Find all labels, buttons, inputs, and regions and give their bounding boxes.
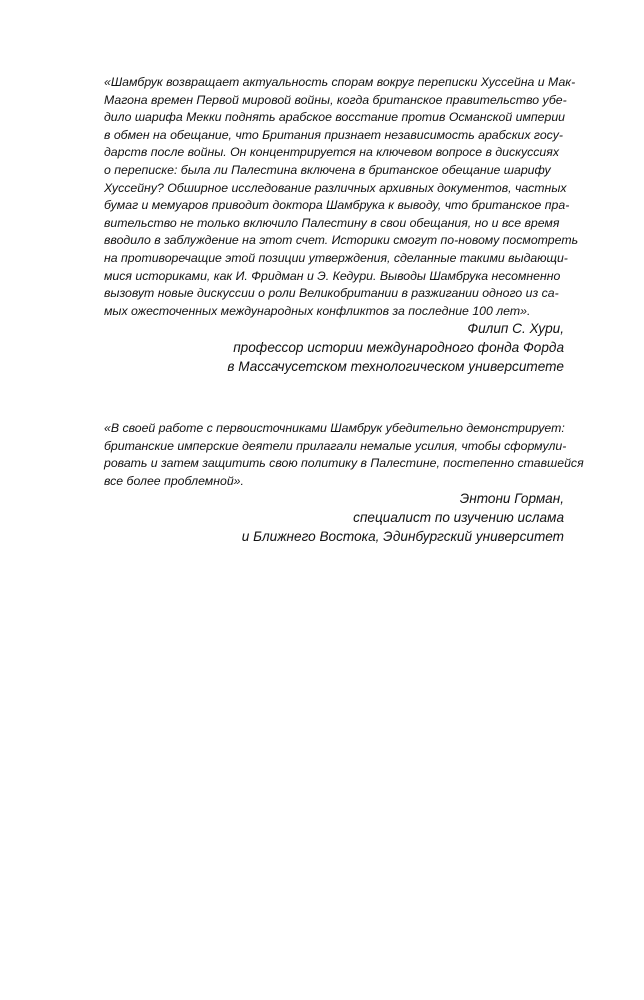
attribution-title: и Ближнего Востока, Эдинбургский университет bbox=[241, 528, 564, 544]
quote-line: вительство не только включило Палестину в свои обещания, но и все время bbox=[104, 215, 560, 230]
attribution-title: профессор истории международного фонда Форда bbox=[233, 339, 564, 355]
quote-line: «В своей работе с первоисточниками Шамбрук убедительно демонстрирует: bbox=[104, 421, 565, 435]
quote-line: дило шарифа Мекки поднять арабское восстание против Османской империи bbox=[104, 110, 566, 125]
quote-line: все более проблемной». bbox=[104, 473, 244, 488]
quote-line: ровать и затем защитить свою политику в Палестине, постепенно ставшейся bbox=[104, 456, 584, 471]
blurb-gorman bbox=[104, 420, 584, 546]
blurb-khoury bbox=[104, 74, 579, 376]
quote-line: в обмен на обещание, что Британия признает независимость арабских госу- bbox=[104, 127, 563, 142]
blurb-quote bbox=[104, 420, 584, 490]
blurb-attribution bbox=[104, 490, 564, 546]
attribution-name: Энтони Горман, bbox=[459, 491, 564, 507]
attribution-title: специалист по изучению ислама bbox=[353, 509, 564, 525]
quote-line: Магона времен Первой мировой войны, когда британское правительство убе- bbox=[104, 92, 567, 107]
quote-line: мися историками, как И. Фридман и Э. Кедури. Выводы Шамбрука несомненно bbox=[104, 268, 561, 283]
quote-line: британские имперские деятели прилагали немалые усилия, чтобы сформули- bbox=[104, 438, 567, 453]
blurb-quote bbox=[104, 74, 579, 320]
quote-line: дарств после войны. Он концентрируется на ключевом вопросе в дискуссиях bbox=[104, 145, 559, 160]
quote-line: на противоречащие этой позиции утверждения, сделанные такими выдающи- bbox=[104, 250, 568, 265]
quote-line: «Шамбрук возвращает актуальность спорам вокруг переписки Хуссейна и Мак- bbox=[104, 75, 576, 89]
quote-line: о переписке: была ли Палестина включена в британское обещание шарифу bbox=[104, 162, 551, 177]
attribution-name: Филип С. Хури, bbox=[467, 321, 564, 337]
quote-line: Хуссейну? Обширное исследование различных архивных документов, частных bbox=[104, 180, 567, 195]
blurb-attribution bbox=[104, 320, 564, 376]
quote-line: вводило в заблуждение на этот счет. Историки смогут по-новому посмотреть bbox=[104, 233, 579, 248]
quote-line: мых ожесточенных международных конфликтов за последние 100 лет». bbox=[104, 303, 531, 318]
quote-line: вызовут новые дискуссии о роли Великобритании в разжигании одного из са- bbox=[104, 286, 559, 301]
quote-line: бумаг и мемуаров приводит доктора Шамбрука к выводу, что британское пра- bbox=[104, 198, 570, 213]
attribution-title: в Массачусетском технологическом университете bbox=[227, 358, 564, 374]
